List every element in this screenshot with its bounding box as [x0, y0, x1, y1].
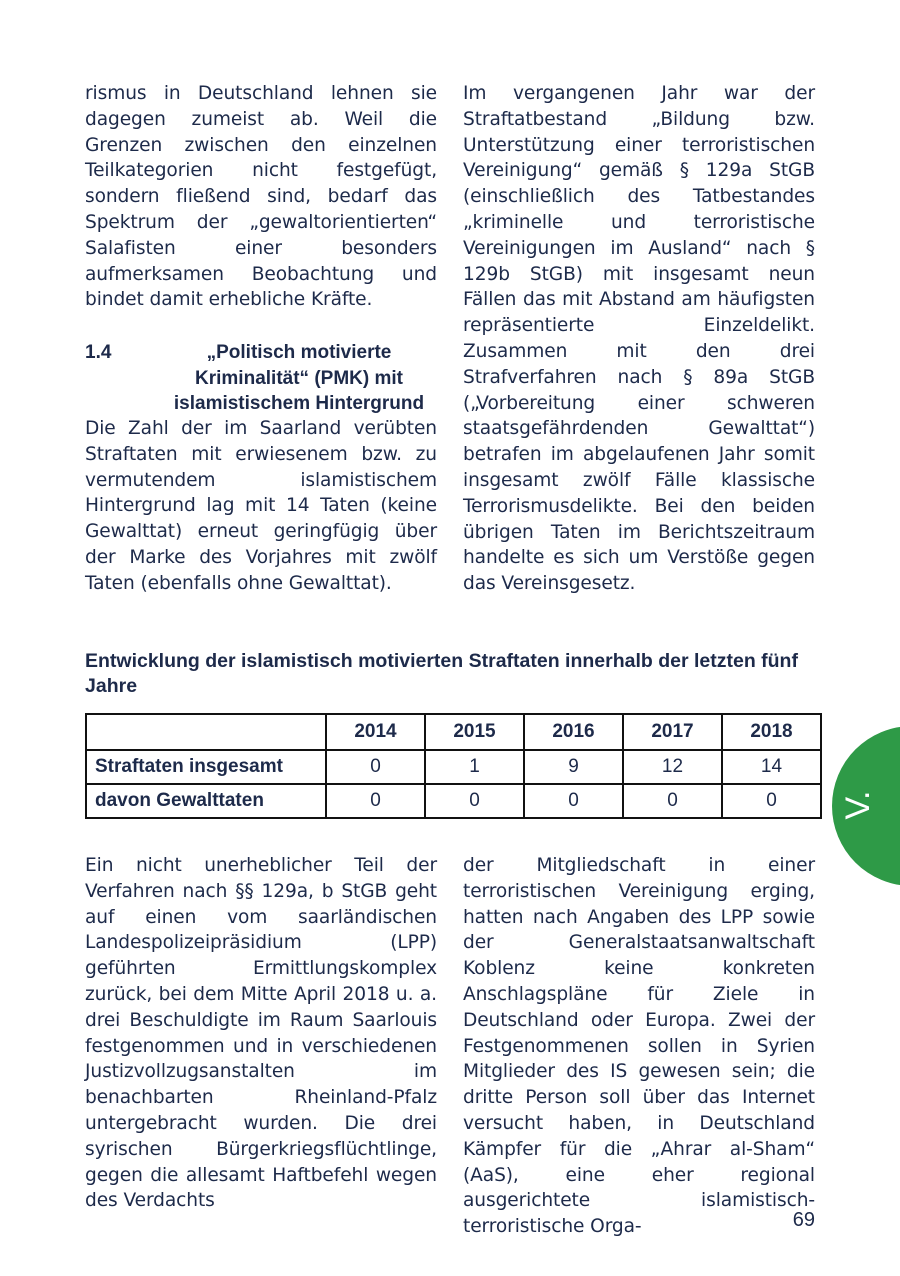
table-cell: 12 [623, 750, 722, 784]
table-cell: 0 [623, 784, 722, 818]
table-header-row [86, 714, 821, 750]
table-corner-cell [86, 714, 326, 750]
section-body: Die Zahl der im Saarland verübten Straftaten mit erwiesenem bzw. zu vermutendem islamistischem Hintergrund lag mit 14 Taten (keine Gewalttat) erneut geringfügig über der Marke des Vorjahres mit zwölf Taten (ebenfalls ohne Gewalttat). [85, 418, 437, 594]
row-label: Straftaten insgesamt [86, 750, 326, 784]
text-column-top-left: rismus in Deutschland lehnen sie dagegen zumeist ab. Weil die Grenzen zwischen den einzelnen Teilkategorien nicht festgefügt, sondern fließend sind, bedarf das Spektrum der „gewaltorientierten“ Salafisten einer besonders aufmerksamen Beobachtung und bindet damit erhebliche Kräfte. [85, 83, 437, 311]
chapter-tab-label: V. [839, 790, 877, 820]
row-label: davon Gewalttaten [86, 784, 326, 818]
table-row [86, 784, 821, 818]
text-column-bottom-right: der Mitgliedschaft in einer terroristischen Vereinigung erging, hatten nach Angaben des LPP sowie der Generalstaatsanwaltschaft Koblenz keine konkreten Anschlagspläne für Ziele in Deutschland oder Europa. Zwei der Festgenommenen sollen in Syrien Mitglieder des IS gewesen sein; die dritte Person soll über das Internet versucht haben, in Deutschland Kämpfer für die „Ahrar al-Sham“ (AaS), eine eher regional ausgerichtete islamistisch-terroristische Orga- [463, 855, 815, 1238]
year-header: 2016 [524, 714, 623, 750]
text-column-top-right: Im vergangenen Jahr war der Straftatbestand „Bildung bzw. Unterstützung einer terroristischen Vereinigung“ gemäß § 129a StGB (einschließlich des Tatbestandes „kriminelle und terroristische Vereinigungen im Ausland“ nach § 129b StGB) mit insgesamt neun Fällen das mit Abstand am häufigsten repräsentierte Einzeldelikt. Zusammen mit den drei Strafverfahren nach § 89a StGB („Vorbereitung einer schweren staatsgefährdenden Gewalttat“) betrafen im abgelaufenen Jahr somit insgesamt zwölf Fälle klassische Terrorismusdelikte. Bei den beiden übrigen Taten im Berichtszeitraum handelte es sich um Verstöße gegen das Vereinsgesetz. [463, 83, 815, 595]
statistics-table [85, 713, 822, 819]
year-header: 2018 [722, 714, 821, 750]
table-cell: 9 [524, 750, 623, 784]
table-caption: Entwicklung der islamistisch motivierten Straftaten innerhalb der letzten fünf Jahre [85, 650, 798, 697]
section-heading [85, 340, 437, 417]
section-title: „Politisch motivierte Kriminalität“ (PMK) mit islamistischem Hintergrund [173, 342, 425, 414]
text-column-bottom-left: Ein nicht unerheblicher Teil der Verfahren nach §§ 129a, b StGB geht auf einen vom saarländischen Landespolizeipräsidium (LPP) geführten Ermittlungskomplex zurück, bei dem Mitte April 2018 u. a. drei Beschuldigte im Raum Saarlouis festgenommen und in verschiedenen Justizvollzugsanstalten im benachbarten Rheinland-Pfalz untergebracht wurden. Die drei syrischen Bürgerkriegsflüchtlinge, gegen die allesamt Haftbefehl wegen des Verdachts [85, 855, 437, 1212]
table-cell: 0 [326, 750, 425, 784]
table-cell: 0 [326, 784, 425, 818]
table-cell: 0 [524, 784, 623, 818]
table-cell: 14 [722, 750, 821, 784]
table-cell: 0 [722, 784, 821, 818]
table-cell: 1 [425, 750, 524, 784]
year-header: 2017 [623, 714, 722, 750]
table-cell: 0 [425, 784, 524, 818]
section-number: 1.4 [85, 342, 112, 363]
year-header: 2014 [326, 714, 425, 750]
year-header: 2015 [425, 714, 524, 750]
table-row [86, 750, 821, 784]
page-number: 69 [792, 1209, 815, 1231]
